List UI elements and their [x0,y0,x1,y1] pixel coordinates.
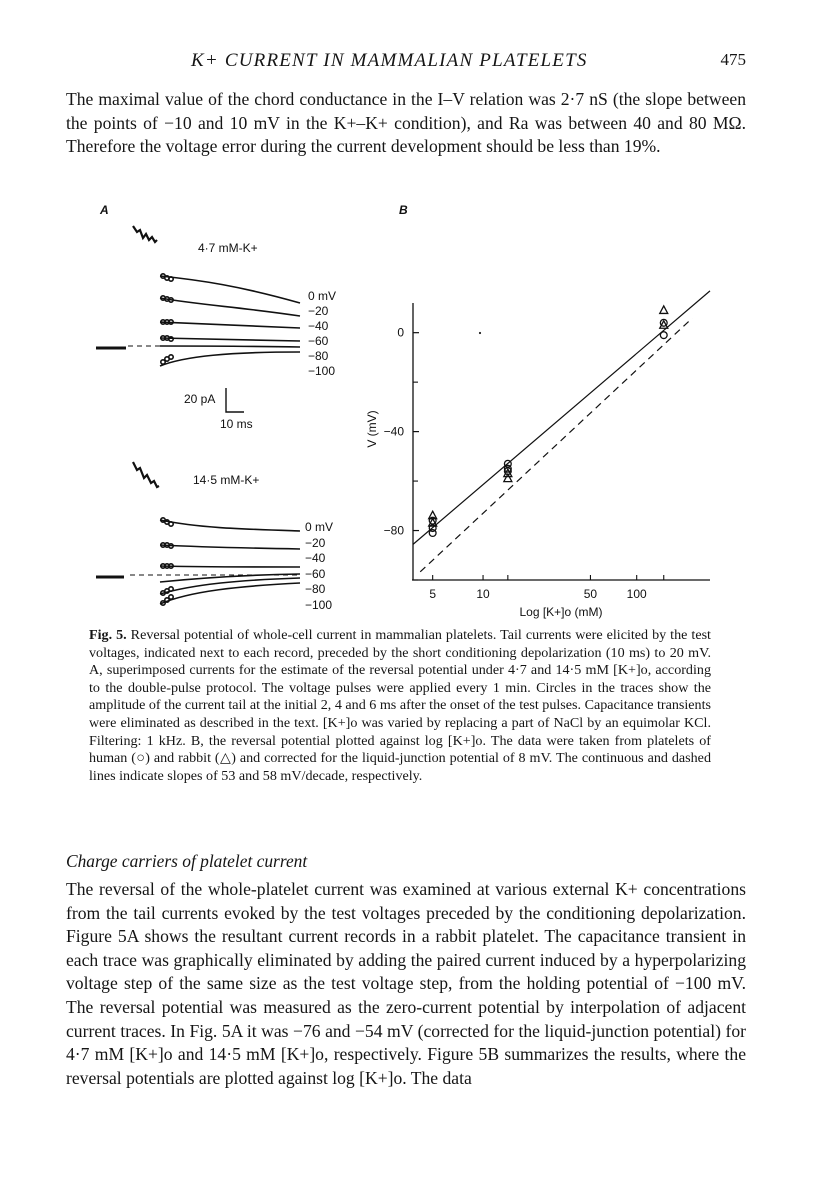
page-number: 475 [720,50,746,69]
panel-b-label: B [399,203,408,217]
fit-line-58 [420,318,692,572]
current-traces-top [160,274,300,366]
voltage-label-bottom-5: −80 [305,582,326,596]
y-tick-label: −40 [383,424,404,439]
y-tick-label: 0 [397,325,404,340]
panel-a-label: A [100,203,109,217]
x-tick-label: 50 [583,587,598,601]
y-tick-label: −80 [383,523,404,538]
y-ticks [384,326,419,580]
human-point [660,332,667,339]
figure-caption [89,627,711,785]
condition-label-top: 4·7 mM-K+ [198,241,258,255]
caption-text: Reversal potential of whole-cell current in mammalian platelets. Tail currents were elicited by the test voltages, indicated next to each record, preceded by the short conditioning depolarization (10 ms) to 20 mV. A, superimposed currents for the estimate of the reversal potential under 4·7 and 14·5 mM [K+]o, according to the double-pulse protocol. The voltage pulses were applied every 1 min. Circles in the traces show the amplitude of the current tail at the initial 2, 4 and 6 ms after the onset of the test pulses. Capacitance transients were eliminated as described in the text. [K+]o was varied by replacing a part of NaCl by an equimolar KCl. Filtering: 1 kHz. B, the reversal potential plotted against log [K+]o. The data were taken from platelets of human (○) and rabbit (△) and corrected for the liquid-junction potential of 8 mV. The continuous and dashed lines indicate slopes of 53 and 58 mV/decade, respectively. [89,627,711,784]
scale-current-label: 20 pA [184,392,216,406]
scale-bar [226,388,244,412]
voltage-label-bottom-2: −20 [305,536,326,550]
running-title: K+ CURRENT IN MAMMALIAN PLATELETS [191,50,588,71]
voltage-label-bottom-4: −60 [305,567,326,581]
voltage-label-bottom-1: 0 mV [305,520,334,534]
voltage-label-top-5: −80 [308,349,329,363]
voltage-label-top-2: −20 [308,304,329,318]
capacitance-transient-top [133,226,157,242]
panel-b [365,203,710,619]
voltage-label-top-1: 0 mV [308,289,337,303]
running-header [66,50,746,76]
paragraph-1: The maximal value of the chord conductance in the I–V relation was 2·7 nS (the slope between the points of −10 and 10 mV in the K+–K+ condition), and Ra was between 40 and 80 MΩ. Therefore the voltage error during the current development should be less than 19%. [66,89,746,157]
voltage-label-bottom-6: −100 [305,598,333,612]
scale-time-label: 10 ms [220,417,253,431]
panel-a [96,203,336,612]
rabbit-point [660,306,668,314]
paragraph-2: The reversal of the whole-platelet current was examined at various external K+ concentrations from the tail currents evoked by the test voltages preceded by the conditioning depolarization. Figure 5A shows the resultant current records in a rabbit platelet. The capacitance transient in each trace was graphically eliminated by adding the paired current induced by a hyperpolarizing voltage step of the same size as the test voltage step, from the holding potential of −100 mV. The reversal potential was measured as the zero-current potential by interpolation of adjacent current traces. In Fig. 5A it was −76 and −54 mV (corrected for the liquid-junction potential) for 4·7 mM [K+]o and 14·5 mM [K+]o, respectively. Figure 5B summarizes the results, where the reversal potentials are plotted against log [K+]o. The data [66,879,746,1088]
voltage-label-bottom-3: −40 [305,551,326,565]
voltage-label-top-3: −40 [308,319,329,333]
voltage-label-top-4: −60 [308,334,329,348]
x-tick-label: 5 [429,587,437,601]
stray-mark [479,332,481,334]
x-axis-label: Log [K+]o (mM) [519,605,603,619]
x-tick-label: 100 [626,587,647,601]
x-tick-label: 10 [476,587,490,601]
condition-label-bottom: 14·5 mM-K+ [193,473,260,487]
x-ticks [429,575,663,601]
fit-lines [413,291,710,572]
figure-5 [0,190,816,630]
data-points [429,306,668,536]
capacitance-transient-bottom [133,462,159,487]
voltage-label-top-6: −100 [308,364,336,378]
human-point [429,530,436,537]
caption-label: Fig. 5. [89,627,127,643]
y-axis-label: V (mV) [365,410,379,448]
current-traces-bottom [160,518,300,605]
section-heading: Charge carriers of platelet current [66,851,308,871]
